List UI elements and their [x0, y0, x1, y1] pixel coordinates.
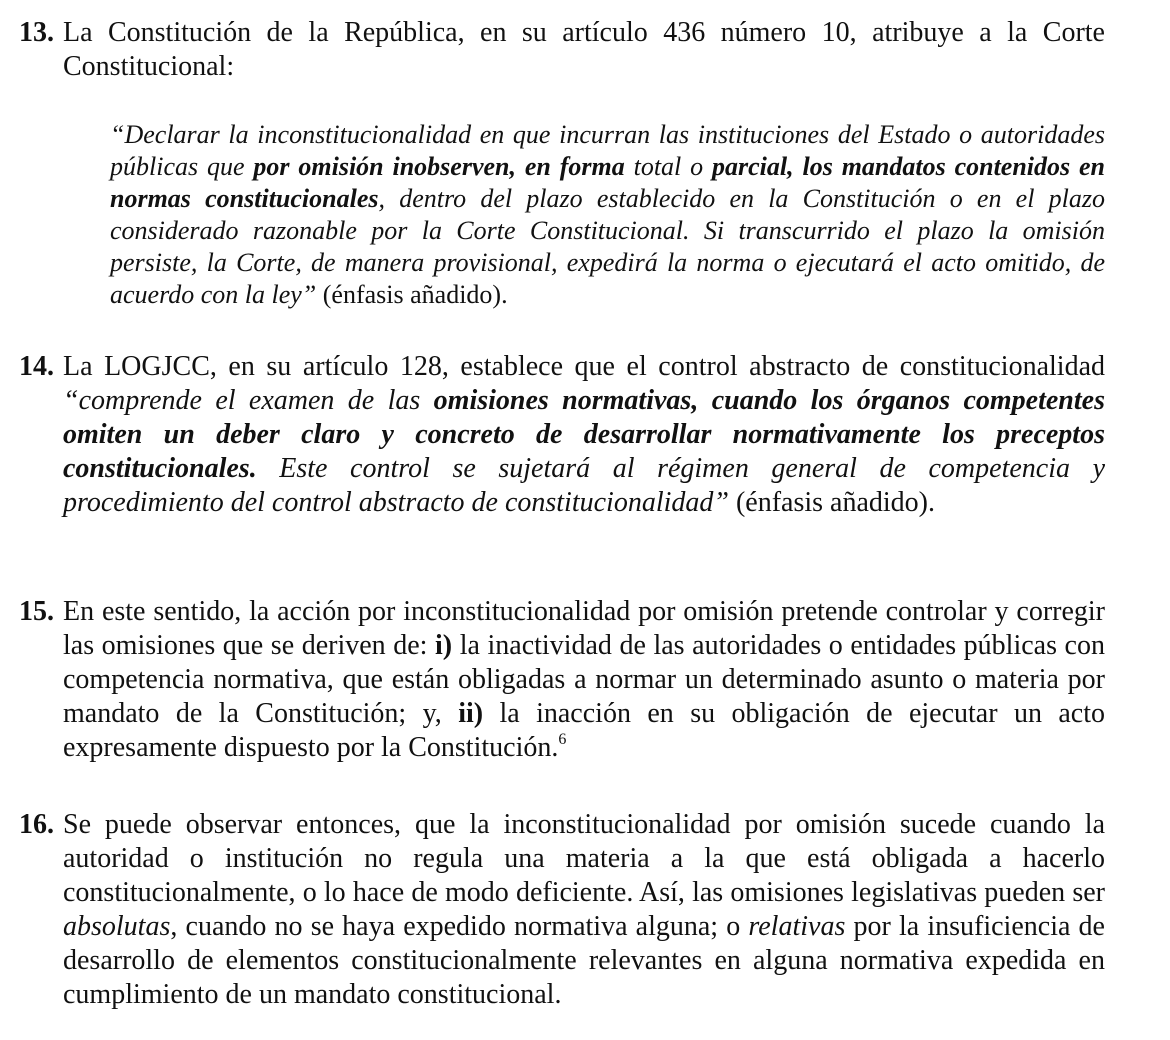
- paragraph-number: 15.: [19, 596, 54, 627]
- italic-term: absolutas: [63, 911, 171, 942]
- text-run: la inactividad de las autoridades o entidades públicas con competencia normativa, que están obligadas a normar un determinado asunto o materia por mandato de la Constitución; y,: [63, 630, 1105, 729]
- quote-emphasis: omisiones normativas, cuando los órganos competentes omiten un deber claro y concreto de desarrollar normativamente los preceptos constitucionales.: [63, 385, 1105, 484]
- paragraph-text: La Constitución de la República, en su artículo 436 número 10, atribuye a la Corte Constitucional:: [63, 17, 1105, 82]
- paragraph-text: [63, 808, 1105, 1012]
- quote-emphasis: parcial, los mandatos contenidos en normas constitucionales: [110, 152, 1106, 213]
- paragraph-text: [63, 595, 1105, 765]
- paragraph-13: [19, 16, 1105, 84]
- paragraph-14: [19, 350, 1105, 520]
- quote-text: total o: [624, 152, 713, 181]
- paragraph-number: 13.: [19, 17, 54, 48]
- emphasis-note: (énfasis añadido).: [316, 280, 508, 309]
- list-marker: i): [435, 630, 453, 661]
- paragraph-number: 16.: [19, 809, 54, 840]
- paragraph-15: [19, 595, 1105, 765]
- italic-term: relativas: [748, 911, 846, 942]
- block-quote: [110, 119, 1105, 311]
- text-run: la inacción en su obligación de ejecutar un acto expresamente dispuesto por la Constitución.: [63, 698, 1105, 763]
- quote-emphasis: por omisión inobserven, en forma: [253, 152, 625, 181]
- text-run: , cuando no se haya expedido normativa alguna; o: [170, 911, 749, 942]
- quote-text: “comprende el examen de las: [63, 385, 434, 416]
- emphasis-note: (énfasis añadido).: [728, 487, 936, 518]
- paragraph-text: [63, 350, 1105, 520]
- text-run: La LOGJCC, en su artículo 128, establece que el control abstracto de constitucionalidad: [63, 351, 1105, 382]
- quote-text: , dentro del plazo establecido en la Constitución o en el plazo considerado razonable por la Corte Constitucional. Si transcurrido el plazo la omisión persiste, la Corte, de manera provisional, expedirá la norma o ejecutará el acto omitido, de acuerdo con la ley”: [110, 184, 1105, 309]
- quote-text: “Declarar la inconstitucionalidad en que incurran las instituciones del Estado o autoridades públicas que: [110, 120, 1105, 181]
- text-run: por la insuficiencia de desarrollo de elementos constitucionalmente relevantes en alguna normativa expedida en cumplimiento de un mandato constitucional.: [63, 911, 1105, 1010]
- paragraph-16: [19, 808, 1105, 1012]
- paragraph-number: 14.: [19, 351, 54, 382]
- text-run: Se puede observar entonces, que la inconstitucionalidad por omisión sucede cuando la autoridad o institución no regula una materia a la que está obligada a hacerlo constitucionalmente, o lo hace de modo deficiente. Así, las omisiones legislativas pueden ser: [63, 809, 1105, 908]
- quote-text: Este control se sujetará al régimen general de competencia y procedimiento del control abstracto de constitucionalidad”: [63, 453, 1105, 518]
- list-marker: ii): [458, 698, 484, 729]
- footnote-marker[interactable]: 6: [558, 731, 567, 748]
- text-run: En este sentido, la acción por inconstitucionalidad por omisión pretende controlar y corregir las omisiones que se deriven de:: [63, 596, 1105, 661]
